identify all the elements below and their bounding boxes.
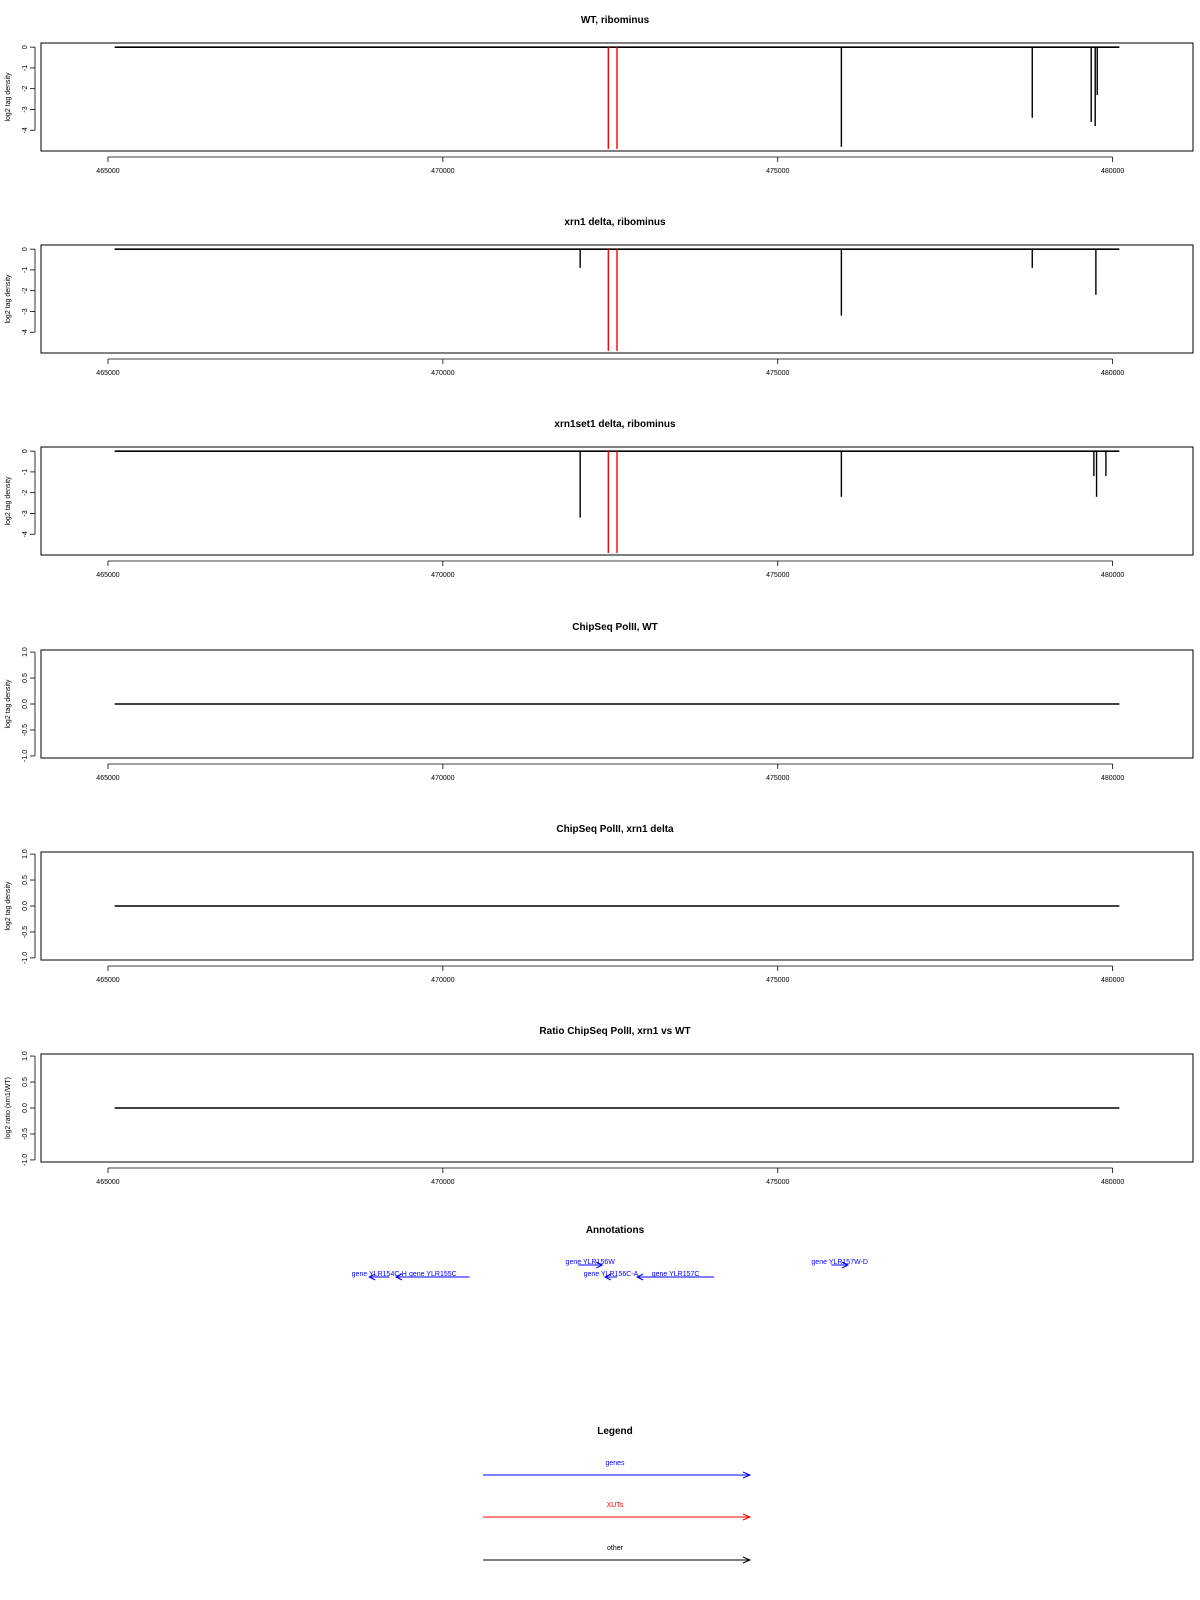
legend-items <box>483 1460 750 1563</box>
gene-label: gene YLR154C-H <box>351 1271 407 1278</box>
y-tick-label: -1 <box>22 266 29 274</box>
gene-annotation <box>811 1259 868 1268</box>
y-tick-label: 0 <box>22 449 29 454</box>
y-tick-label: -3 <box>22 308 29 315</box>
x-tick-label: 475000 <box>766 977 790 984</box>
x-axis <box>96 561 1124 579</box>
y-axis-label: log2 tag density <box>5 476 12 526</box>
y-axis <box>22 45 35 133</box>
legend-item-other <box>483 1545 750 1563</box>
x-tick-label: 475000 <box>766 370 790 377</box>
legend-label: genes <box>605 1460 625 1467</box>
series-red-xut <box>608 249 617 351</box>
y-axis <box>22 449 35 537</box>
y-axis-label: log2 tag density <box>5 72 12 122</box>
y-tick-label: -0.5 <box>22 925 29 938</box>
y-tick-label: 0.5 <box>22 875 29 885</box>
y-tick-label: 1.0 <box>22 647 29 657</box>
x-tick-label: 465000 <box>96 775 120 782</box>
chart-title: Ratio ChipSeq PolII, xrn1 vs WT <box>539 1026 691 1037</box>
chart-panel-5 <box>5 824 1193 984</box>
x-tick-label: 480000 <box>1100 572 1125 579</box>
annotations-title: Annotations <box>585 1225 645 1236</box>
chart-title: xrn1set1 delta, ribominus <box>554 419 676 430</box>
x-tick-label: 470000 <box>431 168 455 175</box>
series-black-signal <box>580 249 1096 315</box>
chart-panel-6 <box>5 1026 1193 1186</box>
chart-panels <box>5 15 1193 1186</box>
legend-item-genes <box>483 1460 750 1478</box>
y-tick-label: 1.0 <box>22 1051 29 1061</box>
y-tick-label: 1.0 <box>22 849 29 859</box>
y-axis <box>22 849 35 964</box>
y-axis-label: log2 tag density <box>5 274 12 324</box>
x-axis <box>96 359 1124 377</box>
y-tick-label: -1.0 <box>22 951 29 964</box>
gene-label: gene YLR155C <box>408 1271 457 1278</box>
gene-annotation <box>566 1259 616 1268</box>
y-tick-label: 0.5 <box>22 673 29 683</box>
chart-panel-4 <box>5 622 1193 782</box>
y-tick-label: -3 <box>22 106 29 113</box>
y-tick-label: -4 <box>22 329 29 336</box>
y-axis-label: log2 ratio (xrn1/WT) <box>5 1077 12 1139</box>
series-black-signal <box>580 451 1106 517</box>
x-tick-label: 480000 <box>1100 775 1125 782</box>
y-axis-label: log2 tag density <box>5 881 12 931</box>
y-tick-label: -4 <box>22 127 29 134</box>
y-tick-label: -0.5 <box>22 1127 29 1140</box>
chart-panel-3 <box>5 419 1193 579</box>
y-tick-label: -1 <box>22 468 29 476</box>
gene-label: gene YLR156W <box>565 1259 615 1266</box>
gene-annotation <box>637 1271 714 1280</box>
annotations-panel <box>352 1225 868 1280</box>
y-tick-label: -1.0 <box>22 749 29 762</box>
annotation-genes <box>352 1259 868 1280</box>
y-tick-label: 0.0 <box>22 1103 29 1113</box>
legend-label: other <box>607 1545 623 1552</box>
y-tick-label: 0 <box>22 45 29 50</box>
y-tick-label: 0.5 <box>22 1077 29 1087</box>
x-axis <box>96 157 1124 175</box>
y-tick-label: -2 <box>22 85 29 92</box>
gene-annotation <box>584 1271 639 1280</box>
x-tick-label: 475000 <box>766 572 790 579</box>
x-tick-label: 470000 <box>431 775 455 782</box>
gene-label: gene YLR157W-D <box>811 1259 868 1266</box>
chart-title: WT, ribominus <box>580 15 650 26</box>
x-axis <box>96 966 1124 984</box>
chart-title: ChipSeq PolII, xrn1 delta <box>556 824 674 835</box>
x-tick-label: 480000 <box>1100 1179 1125 1186</box>
x-tick-label: 470000 <box>431 370 455 377</box>
series-black-signal <box>841 47 1097 147</box>
y-tick-label: 0.0 <box>22 901 29 911</box>
x-tick-label: 475000 <box>766 1179 790 1186</box>
y-axis <box>22 247 35 335</box>
x-tick-label: 465000 <box>96 168 120 175</box>
legend-label: XUTs <box>606 1502 624 1509</box>
y-tick-label: 0 <box>22 247 29 252</box>
x-axis <box>96 1168 1124 1186</box>
x-tick-label: 480000 <box>1100 168 1125 175</box>
legend-item-xuts <box>483 1502 750 1520</box>
x-tick-label: 465000 <box>96 1179 120 1186</box>
x-tick-label: 480000 <box>1100 370 1125 377</box>
x-axis <box>96 764 1124 782</box>
y-tick-label: -3 <box>22 510 29 517</box>
y-tick-label: 0.0 <box>22 699 29 709</box>
gene-annotation <box>396 1271 470 1280</box>
y-tick-label: -4 <box>22 531 29 538</box>
x-tick-label: 465000 <box>96 977 120 984</box>
y-tick-label: -2 <box>22 287 29 294</box>
x-tick-label: 465000 <box>96 572 120 579</box>
y-tick-label: -0.5 <box>22 723 29 736</box>
x-tick-label: 475000 <box>766 775 790 782</box>
legend-title: Legend <box>597 1426 633 1437</box>
gene-label: gene YLR156C-A <box>583 1271 639 1278</box>
y-tick-label: -2 <box>22 489 29 496</box>
x-tick-label: 470000 <box>431 572 455 579</box>
chart-title: xrn1 delta, ribominus <box>564 217 666 228</box>
x-tick-label: 470000 <box>431 1179 455 1186</box>
x-tick-label: 475000 <box>766 168 790 175</box>
y-axis <box>22 647 35 762</box>
chart-panel-2 <box>5 217 1193 377</box>
legend-panel <box>483 1426 750 1563</box>
x-tick-label: 465000 <box>96 370 120 377</box>
x-tick-label: 470000 <box>431 977 455 984</box>
x-tick-label: 480000 <box>1100 977 1125 984</box>
y-tick-label: -1.0 <box>22 1153 29 1166</box>
series-red-xut <box>608 451 617 553</box>
chart-title: ChipSeq PolII, WT <box>572 622 658 633</box>
y-axis-label: log2 tag density <box>5 679 12 729</box>
gene-label: gene YLR157C <box>651 1271 700 1278</box>
y-tick-label: -1 <box>22 64 29 72</box>
y-axis <box>22 1051 35 1166</box>
chart-panel-1 <box>5 15 1193 175</box>
series-red-xut <box>608 47 617 149</box>
